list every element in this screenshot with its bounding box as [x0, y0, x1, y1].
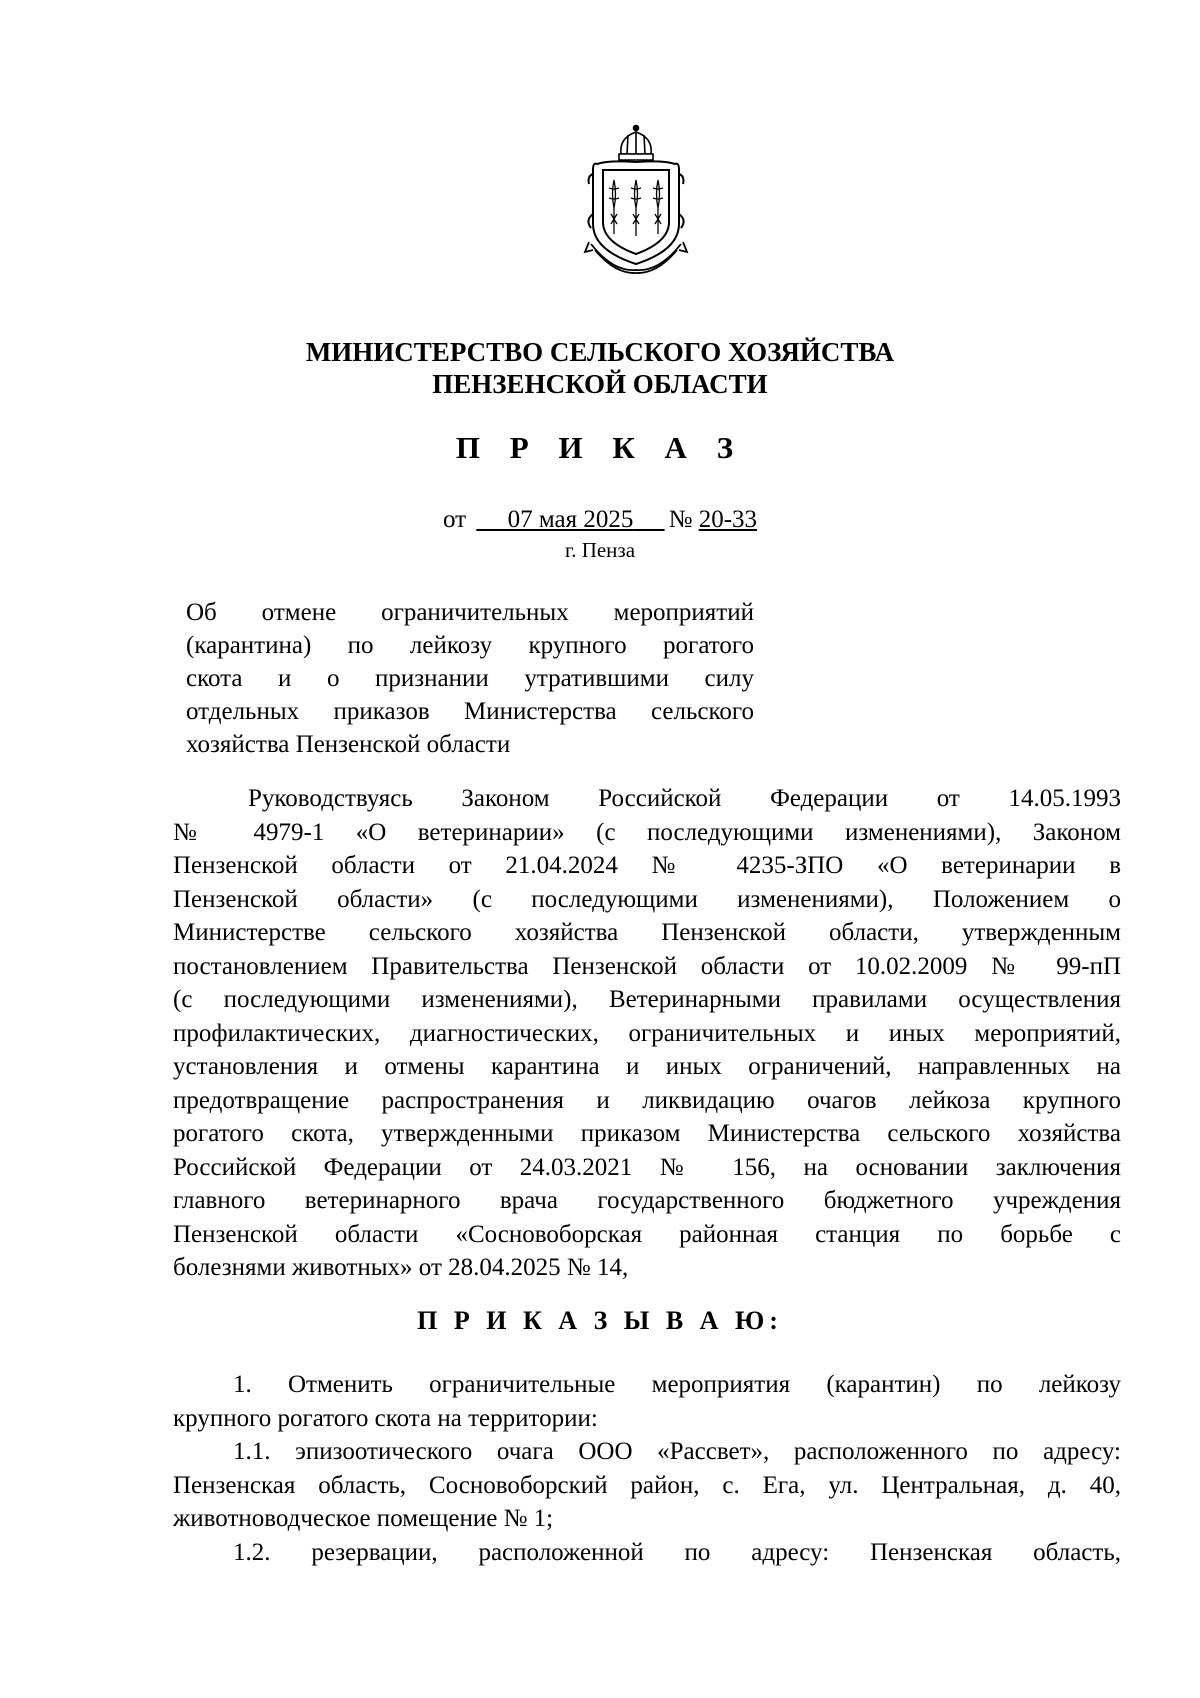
item-line: животноводческое помещение № 1;	[173, 1505, 554, 1532]
preamble-paragraph	[173, 782, 1121, 1285]
document-title: П Р И К А З	[455, 430, 745, 465]
preamble-line: рогатого скота, утвержденными приказом Министерства сельского хозяйства	[173, 1120, 1121, 1147]
preamble-line: профилактических, диагностических, ограничительных и иных мероприятий,	[173, 1019, 1121, 1047]
ministry-line-1: МИНИСТЕРСТВО СЕЛЬСКОГО ХОЗЯЙСТВА	[305, 337, 895, 367]
order-subject	[186, 596, 754, 761]
order-items	[173, 1368, 1121, 1569]
subject-line: отдельных приказов Министерства сельского	[186, 698, 754, 725]
item-line: 1. Отменить ограничительные мероприятия (карантин) по лейкозу	[233, 1371, 1121, 1398]
preamble-line: постановлением Правительства Пензенской области от 10.02.2009 № 99-пП	[173, 952, 1121, 980]
date-number-line	[0, 506, 1200, 534]
preamble-line: Руководствуясь Законом Российской Федерации от 14.05.1993	[248, 785, 1121, 812]
order-date: 07 мая 2025	[507, 506, 634, 533]
preamble-line: Российской Федерации от 24.03.2021 № 156, на основании заключения	[173, 1153, 1121, 1181]
subject-line: Об отмене ограничительных мероприятий	[186, 599, 754, 626]
preamble-line: предотвращение распространения и ликвидацию очагов лейкоза крупного	[173, 1086, 1121, 1114]
order-number: 20-33	[698, 506, 758, 533]
subject-line: скота и о признании утратившими силу	[186, 665, 754, 692]
preamble-line: установления и отмены карантина и иных ограничений, направленных на	[173, 1053, 1121, 1080]
ministry-name	[0, 336, 1200, 400]
preamble-line: болезнями животных» от 28.04.2025 № 14,	[173, 1254, 629, 1281]
subject-line: (карантина) по лейкозу крупного рогатого	[186, 632, 754, 659]
preamble-line: Пензенской области от 21.04.2024 № 4235-ЗПО «О ветеринарии в	[173, 852, 1121, 879]
item-line: 1.1. эпизоотического очага ООО «Рассвет», расположенного по адресу:	[233, 1438, 1121, 1465]
preamble-line: (с последующими изменениями), Ветеринарными правилами осуществления	[173, 986, 1121, 1013]
ministry-line-2: ПЕНЗЕНСКОЙ ОБЛАСТИ	[432, 369, 768, 399]
number-prefix: №	[668, 506, 693, 533]
coat-of-arms-icon	[583, 124, 689, 274]
preamble-line: Министерстве сельского хозяйства Пензенской области, утвержденным	[173, 919, 1121, 946]
order-directive-heading: П Р И К А З Ы В А Ю:	[417, 1306, 783, 1335]
item-line: Пензенская область, Сосновоборский район, с. Ега, ул. Центральная, д. 40,	[173, 1471, 1121, 1499]
preamble-line: № 4979-1 «О ветеринарии» (с последующими изменениями), Законом	[173, 818, 1121, 846]
city: г. Пенза	[564, 538, 636, 562]
date-prefix: от	[442, 506, 467, 533]
item-line: 1.2. резервации, расположенной по адресу: Пензенская область,	[233, 1538, 1121, 1566]
subject-line: хозяйства Пензенской области	[186, 731, 511, 758]
preamble-line: Пензенской области» (с последующими изменениями), Положением о	[173, 885, 1121, 913]
preamble-line: главного ветеринарного врача государственного бюджетного учреждения	[173, 1187, 1121, 1214]
item-line: крупного рогатого скота на территории:	[173, 1404, 598, 1432]
preamble-line: Пензенской области «Сосновоборская районная станция по борьбе с	[173, 1220, 1121, 1248]
